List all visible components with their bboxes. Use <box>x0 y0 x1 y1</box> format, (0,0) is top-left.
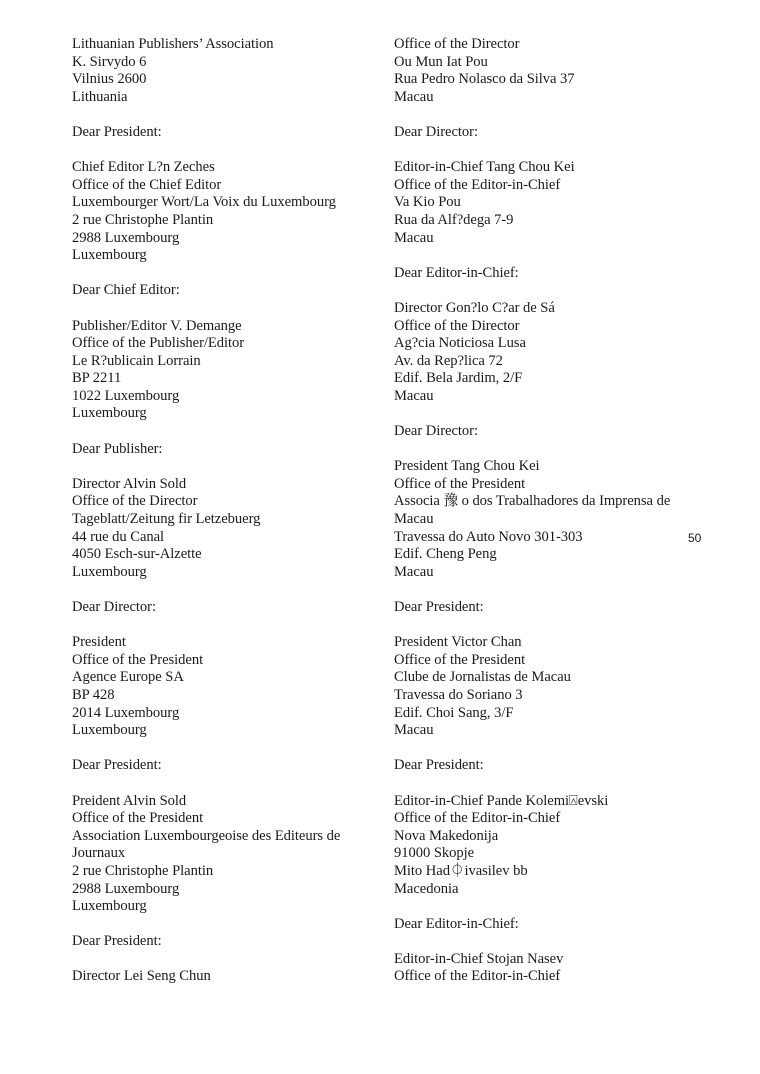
right-column-spacer <box>394 740 694 758</box>
right-column-line: Office of the Director <box>394 36 520 52</box>
left-column-line: Luxembourg <box>72 405 147 422</box>
left-column-spacer <box>72 106 372 124</box>
left-column-spacer <box>72 300 372 318</box>
left-column-line: K. Sirvydo 6 <box>72 53 147 70</box>
right-column-line: Av. da Rep?lica 72 <box>394 352 503 369</box>
right-column-line: Macau <box>394 563 434 580</box>
right-column-spacer <box>394 775 694 793</box>
right-column-line: Dear Editor-in-Chief: <box>394 915 519 932</box>
right-column-spacer <box>394 282 694 300</box>
right-column-line: Va Kio Pou <box>394 194 461 211</box>
left-column-line: Publisher/Editor V. Demange <box>72 317 242 334</box>
left-column-spacer <box>72 142 372 160</box>
left-column-line: Office of the Chief Editor <box>72 176 222 193</box>
right-column-spacer <box>394 898 694 916</box>
right-column-line: Rua da Alf?dega 7-9 <box>394 211 514 228</box>
right-column-line: Office of the Director <box>394 317 520 334</box>
right-column-spacer <box>394 617 694 635</box>
right-column-line: Editor-in-Chief Pande Kolemi⍓evski <box>394 792 609 809</box>
left-column-line: Dear Director: <box>72 599 156 615</box>
left-column-line: 44 rue du Canal <box>72 528 165 545</box>
left-column-line: Luxembourg <box>72 898 147 915</box>
right-column-spacer <box>394 581 694 599</box>
left-column-line: Lithuania <box>72 88 128 105</box>
left-column-line: 2014 Luxembourg <box>72 704 180 721</box>
left-column-line: President <box>72 634 126 651</box>
left-column-line: 1022 Luxembourg <box>72 387 180 404</box>
right-column-line: Mito Had⏀ivasilev bb <box>394 862 528 879</box>
left-column-spacer <box>72 423 372 441</box>
right-column-line: Ag?cia Noticiosa Lusa <box>394 335 526 352</box>
left-column-line: 4050 Esch-sur-Alzette <box>72 546 202 563</box>
left-column-spacer <box>72 916 372 934</box>
right-column-line: Office of the Editor-in-Chief <box>394 176 561 193</box>
page-number: 50 <box>688 531 702 545</box>
left-column-line: Lithuanian Publishers’ Association <box>72 36 274 52</box>
left-column-line: Luxembourger Wort/La Voix du Luxembourg <box>72 194 336 211</box>
right-column-line: Office of the Editor-in-Chief <box>394 810 561 827</box>
left-column-spacer <box>72 458 372 476</box>
left-column-line: Office of the President <box>72 810 204 827</box>
right-column-line: Dear Editor-in-Chief: <box>394 264 519 281</box>
right-column-line: Nova Makedonija <box>394 827 499 844</box>
left-column-line: Luxembourg <box>72 247 147 264</box>
right-column-line: Macau <box>394 229 434 246</box>
right-column-line: Office of the President <box>394 475 526 492</box>
left-column-line: Director Alvin Sold <box>72 475 187 492</box>
right-column-line: Travessa do Auto Novo 301-303 <box>394 528 583 545</box>
right-column-line: Rua Pedro Nolasco da Silva 37 <box>394 71 575 88</box>
left-column-line: Office of the Publisher/Editor <box>72 335 245 352</box>
left-column-line: Director Lei Seng Chun <box>72 968 211 985</box>
left-column-line: Chief Editor L?n Zeches <box>72 159 215 176</box>
left-column-line: Dear Publisher: <box>72 440 163 457</box>
right-column <box>394 36 694 986</box>
right-column-line: Director Gon?lo C?ar de Sá <box>394 299 555 316</box>
left-column-line: Association Luxembourgeoise des Editeurs de <box>72 827 341 844</box>
left-column-spacer <box>72 581 372 599</box>
left-column-line: Tageblatt/Zeitung fir Letzebuerg <box>72 511 261 528</box>
left-column-line: BP 2211 <box>72 370 122 387</box>
right-column-spacer <box>394 142 694 160</box>
right-column-spacer <box>394 933 694 951</box>
left-column-line: BP 428 <box>72 686 115 703</box>
left-column-line: Luxembourg <box>72 722 147 739</box>
left-column-line: 2 rue Christophe Plantin <box>72 211 214 228</box>
right-column-line: Ou Mun Iat Pou <box>394 53 488 70</box>
right-column-spacer <box>394 405 694 423</box>
left-column-line: Luxembourg <box>72 563 147 580</box>
left-column-line: Office of the President <box>72 651 204 668</box>
right-column-line: Macedonia <box>394 880 459 897</box>
right-column-line: Clube de Jornalistas de Macau <box>394 669 571 686</box>
right-column-line: Macau <box>394 511 434 528</box>
left-column-line: Dear President: <box>72 123 162 140</box>
left-column-line: 2 rue Christophe Plantin <box>72 862 214 879</box>
right-column-line: Office of the Editor-in-Chief <box>394 968 561 985</box>
right-column-line: Macau <box>394 387 434 404</box>
left-column-line: Preident Alvin Sold <box>72 792 187 809</box>
left-column-spacer <box>72 775 372 793</box>
left-column-line: Le R?ublicain Lorrain <box>72 352 201 369</box>
left-column-line: 2988 Luxembourg <box>72 880 180 897</box>
left-column-line: Dear Chief Editor: <box>72 282 180 299</box>
right-column-line: Dear Director: <box>394 123 478 140</box>
right-column-line: President Victor Chan <box>394 634 522 651</box>
right-column-line: Edif. Cheng Peng <box>394 546 497 563</box>
left-column-line: Dear President: <box>72 757 162 774</box>
right-column-line: Travessa do Soriano 3 <box>394 686 523 703</box>
right-column-line: Macau <box>394 88 434 105</box>
right-column-line: President Tang Chou Kei <box>394 458 540 475</box>
right-column-line: Edif. Bela Jardim, 2/F <box>394 370 523 387</box>
left-column-line: Office of the Director <box>72 493 198 510</box>
right-column-line: Edif. Choi Sang, 3/F <box>394 704 514 721</box>
right-column-spacer <box>394 247 694 265</box>
left-column-spacer <box>72 265 372 283</box>
left-column-line: Journaux <box>72 845 126 862</box>
right-column-line: Office of the President <box>394 651 526 668</box>
right-column-line: Editor-in-Chief Stojan Nasev <box>394 950 564 967</box>
right-column-line: Dear President: <box>394 599 484 615</box>
right-column-line: Associa 豫 o dos Trabalhadores da Imprensa de <box>394 493 671 510</box>
left-column-line: Agence Europe SA <box>72 669 184 686</box>
left-column-spacer <box>72 951 372 969</box>
left-column-spacer <box>72 617 372 635</box>
right-column-line: Dear President: <box>394 757 484 774</box>
left-column <box>72 36 372 986</box>
right-column-line: Macau <box>394 722 434 739</box>
right-column-spacer <box>394 106 694 124</box>
left-column-line: 2988 Luxembourg <box>72 229 180 246</box>
right-column-line: 91000 Skopje <box>394 845 475 862</box>
right-column-spacer <box>394 441 694 459</box>
left-column-line: Vilnius 2600 <box>72 71 147 88</box>
left-column-spacer <box>72 740 372 758</box>
right-column-line: Dear Director: <box>394 423 478 440</box>
right-column-line: Editor-in-Chief Tang Chou Kei <box>394 159 575 176</box>
left-column-line: Dear President: <box>72 933 162 950</box>
